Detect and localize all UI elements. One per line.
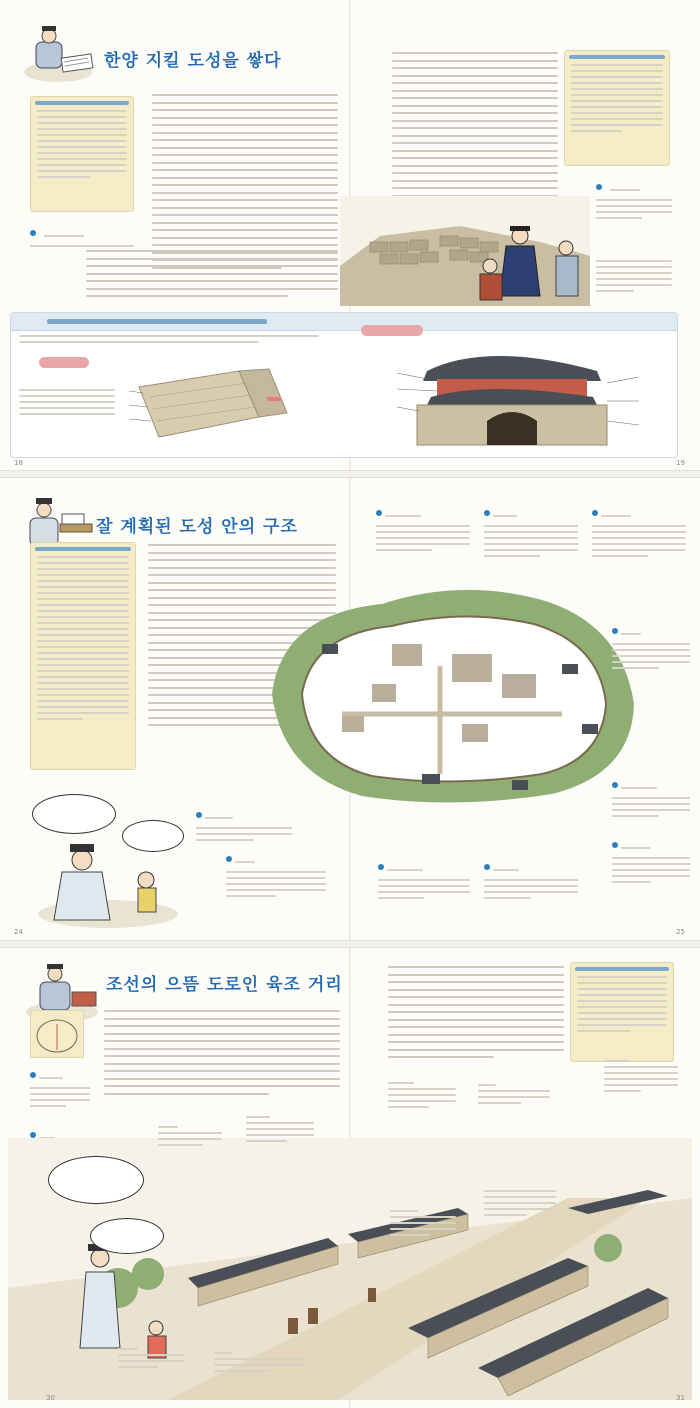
wall-structure-diagram [19,335,349,453]
page-title: 잘 계획된 도성 안의 구조 [96,517,298,537]
hanyang-city-map [262,574,642,806]
bullet-dot-icon [378,864,384,870]
body-text-left [104,1010,340,1100]
body-text-right [392,52,558,217]
note-hojo-scene [214,1352,308,1376]
page-title: 조선의 으뜸 도로인 육조 거리 [106,975,343,995]
bullet-dot-icon [226,856,232,862]
scholar-children-illustration [28,790,188,932]
sidebar-question-box [570,962,674,1062]
note-seochon [226,848,326,901]
diagram-tag-right [361,325,423,336]
note-jumo [612,620,690,673]
bullet-dot-icon [484,510,490,516]
bullet-dot-icon [596,184,602,190]
note-jongnu [612,834,690,887]
note-sajikdan [196,804,292,845]
wall-structure-panel [10,312,678,458]
bullet-dot-icon [30,1072,36,1078]
bullet-dot-icon [196,812,202,818]
bullet-dot-icon [484,864,490,870]
speech-bubble-bottom [90,1218,164,1254]
page-number-right: 31 [676,1394,685,1402]
page-number-left: 18 [14,459,23,467]
mini-map-illustration [30,1010,84,1058]
note-hyeongjo [118,1348,184,1372]
sidebar-note-heading [35,547,131,551]
note-jongmyo [376,502,470,555]
bullet-dot-icon [592,510,598,516]
note-jungchubu [388,1082,456,1112]
note-byeongjo [158,1126,222,1150]
yukjo-street-scene [8,1138,692,1400]
note-yukjo-street [378,856,470,903]
note-gisaengcheong [30,1064,90,1111]
spread-separator [0,940,700,948]
glossary-note [30,222,134,251]
sidebar-note-box [30,542,136,770]
note-ungeunga [484,856,578,903]
bullet-dot-icon [30,230,36,236]
sidebar-question-box [564,50,670,166]
speech-bubble-top [48,1156,144,1204]
bullet-dot-icon [612,842,618,848]
caption-right [596,260,672,296]
page-number-right: 19 [676,459,685,467]
page-number-right: 25 [676,928,685,936]
page-title: 한양 지킬 도성을 쌓다 [104,51,282,71]
page-number-left: 24 [14,928,23,936]
note-saheonbu [246,1116,314,1146]
sidebar-question-heading [569,55,665,59]
note-donggwol [484,502,578,561]
sidebar-note-box [30,96,134,212]
spread-fortress-wall [0,0,700,470]
page-number-left: 30 [46,1394,55,1402]
spread-yukjo-street [0,948,700,1408]
note-seonggyungwan [592,502,686,561]
note-yejo [478,1084,550,1108]
spread-separator [0,470,700,478]
note-ijo [484,1190,556,1220]
scholar-writing-illustration [22,22,100,86]
bullet-dot-icon [612,782,618,788]
wall-construction-illustration [340,196,590,306]
gate-structure-diagram [357,321,671,453]
sidebar-question-heading [575,967,669,971]
body-text-right [388,966,564,1064]
bullet-dot-icon [376,510,382,516]
body-text-left-lower [86,250,338,303]
bullet-dot-icon [30,1132,36,1138]
note-salgoji [612,774,690,821]
spread-city-layout [0,478,700,940]
note-hanseongbu [390,1210,456,1240]
sidebar-note-heading [35,101,129,105]
bullet-dot-icon [612,628,618,634]
glossary-note-right [596,176,672,223]
body-text-left [152,94,338,274]
note-uijeongbu [604,1060,678,1096]
